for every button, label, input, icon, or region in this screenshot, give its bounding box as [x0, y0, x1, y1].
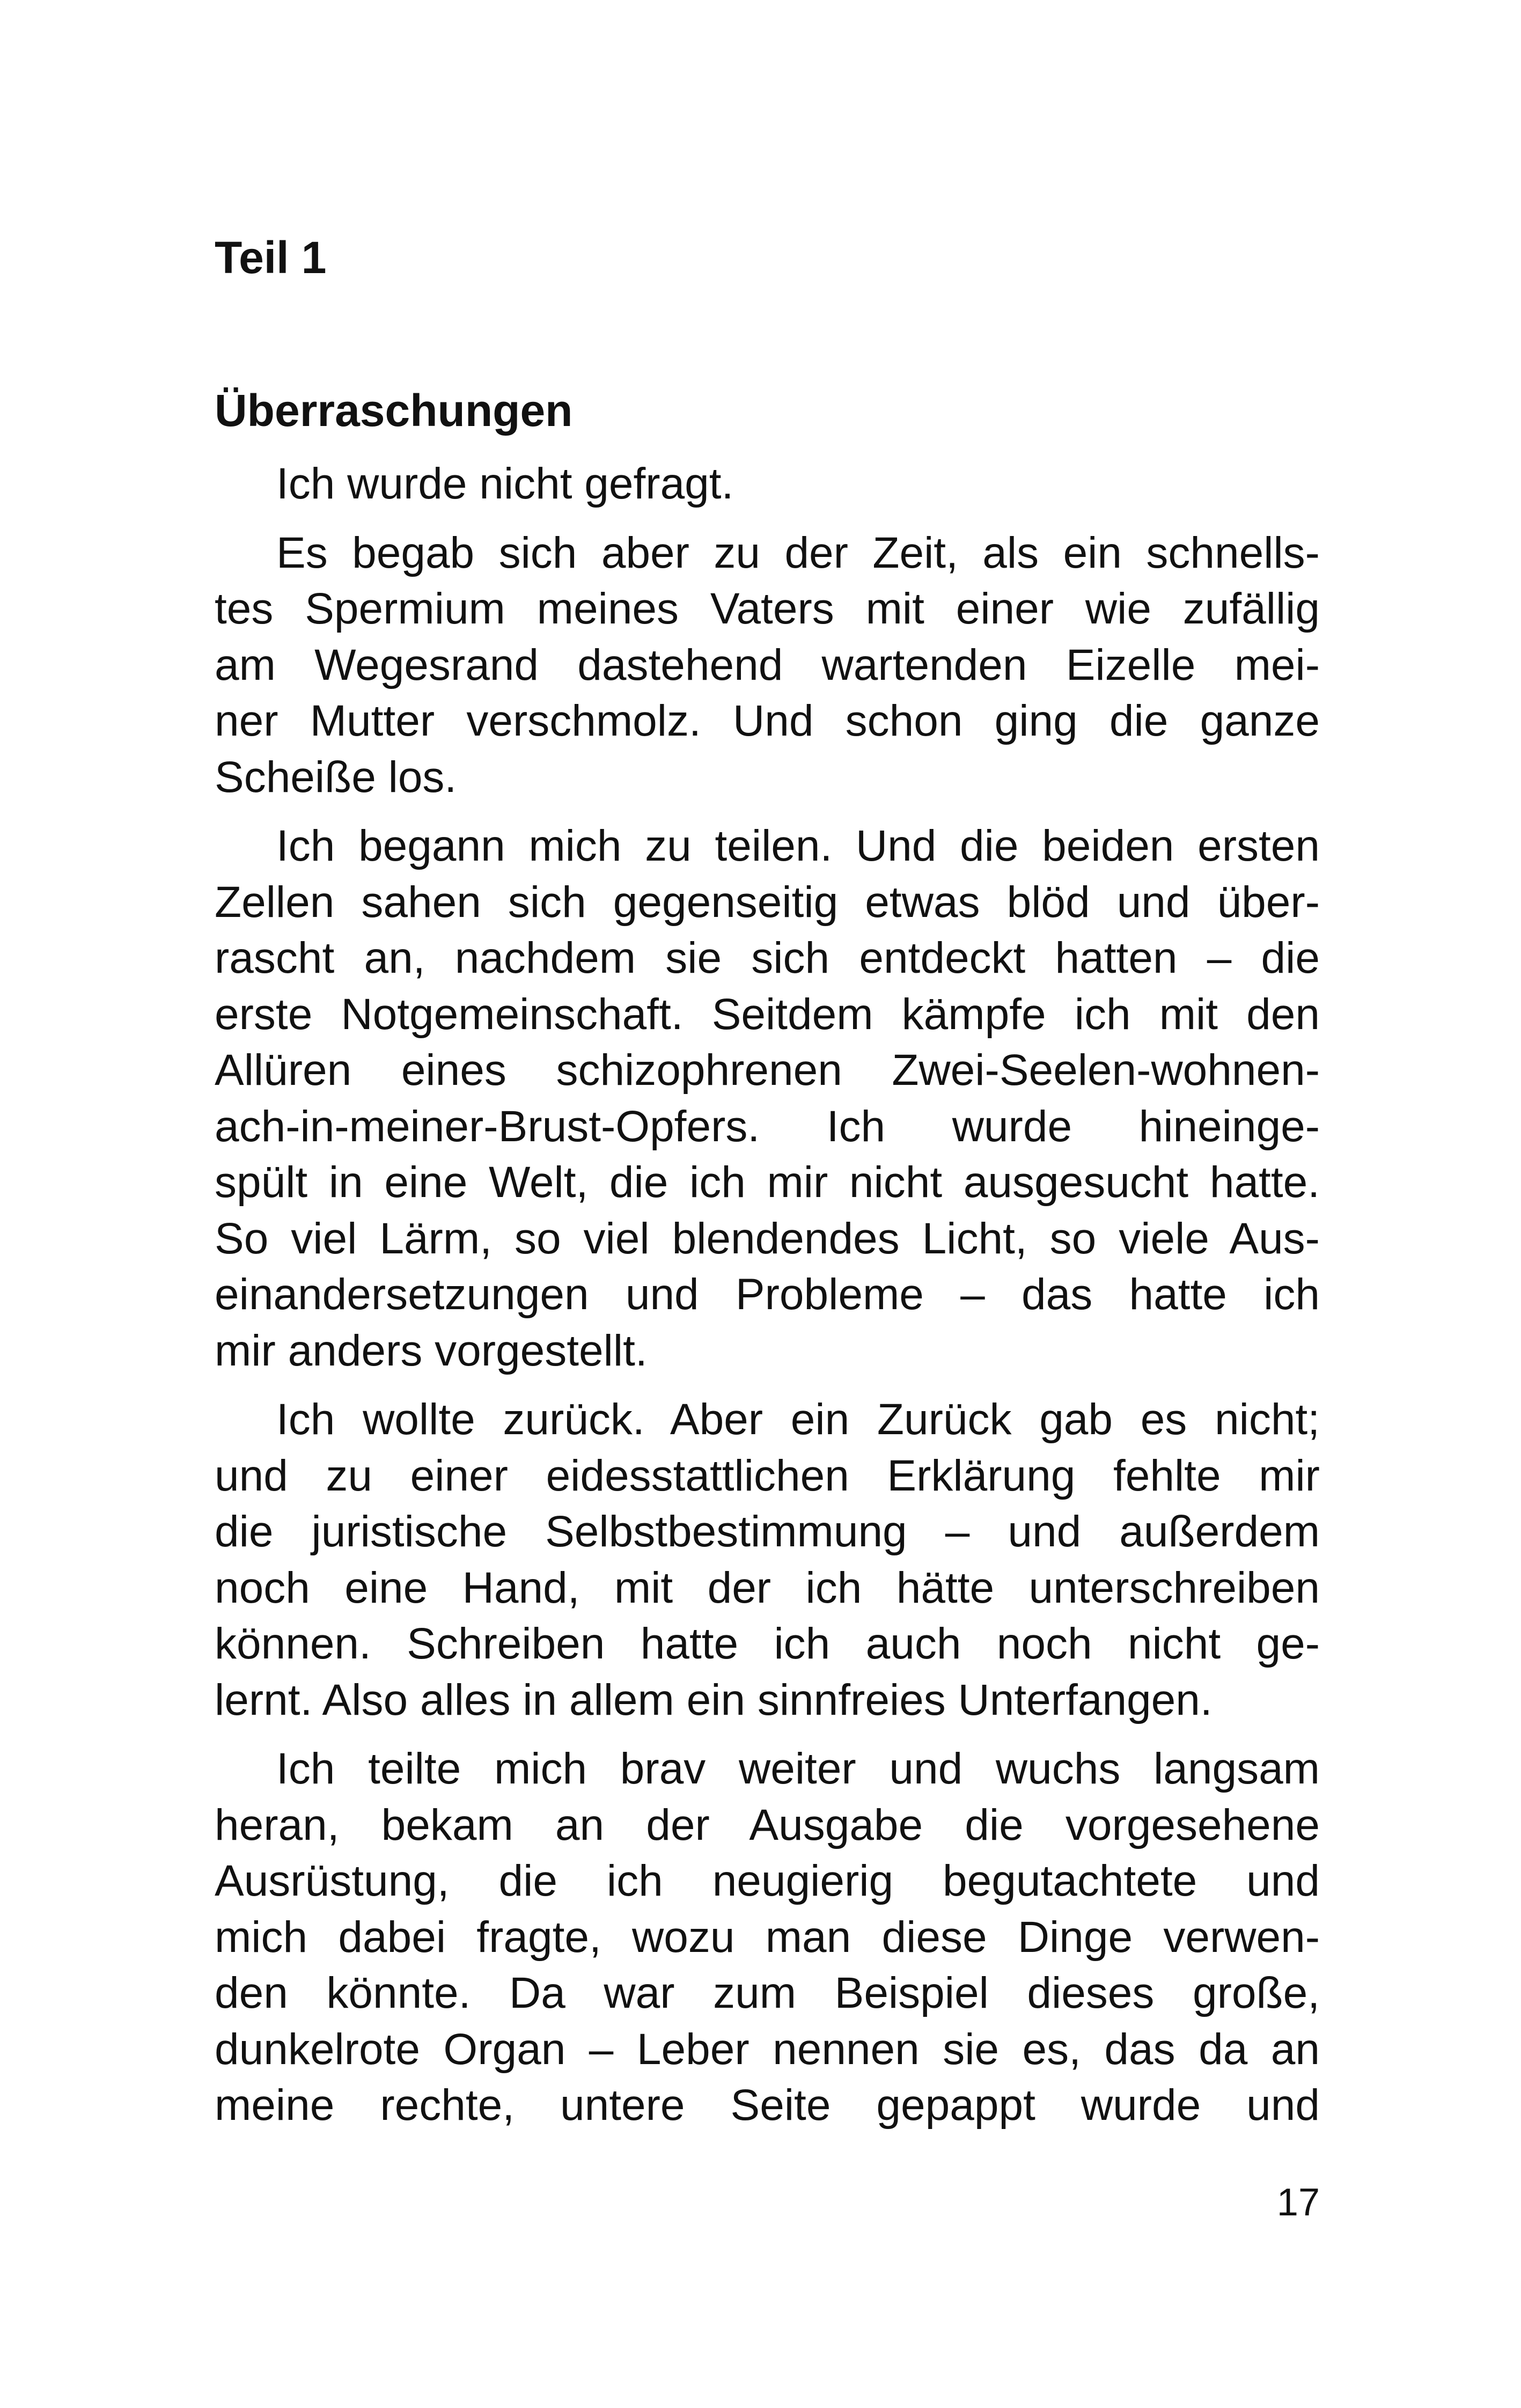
paragraph	[215, 456, 1320, 512]
text-line: So viel Lärm, so viel blendendes Licht, so viele Aus-	[215, 1214, 1320, 1263]
text-line: die juristische Selbstbestimmung – und außerdem	[215, 1507, 1320, 1556]
text-line: am Wegesrand dastehend wartenden Eizelle mei-	[215, 640, 1320, 689]
text-line: können. Schreiben hatte ich auch noch nicht ge-	[215, 1619, 1320, 1668]
part-title: Teil 1	[215, 232, 327, 283]
text-line: einandersetzungen und Probleme – das hatte ich	[215, 1270, 1320, 1319]
text-line: Ich teilte mich brav weiter und wuchs langsam	[276, 1744, 1320, 1793]
text-line: den könnte. Da war zum Beispiel dieses große,	[215, 1969, 1320, 2017]
text-line: Es begab sich aber zu der Zeit, als ein schnells-	[276, 528, 1320, 577]
chapter-title: Überraschungen	[215, 385, 573, 436]
text-line: tes Spermium meines Vaters mit einer wie zufällig	[215, 584, 1320, 633]
text-line: lernt. Also alles in allem ein sinnfreies Unterfangen.	[215, 1675, 1213, 1724]
text-line: noch eine Hand, mit der ich hätte unterschreiben	[215, 1563, 1320, 1612]
text-line: und zu einer eidesstattlichen Erklärung fehlte mir	[215, 1451, 1320, 1500]
text-line: meine rechte, untere Seite gepappt wurde und	[215, 2081, 1320, 2130]
text-line: Ich begann mich zu teilen. Und die beiden ersten	[276, 821, 1320, 870]
paragraph	[215, 818, 1320, 1379]
text-line: rascht an, nachdem sie sich entdeckt hatten – die	[215, 934, 1320, 982]
text-line: erste Notgemeinschaft. Seitdem kämpfe ich mit den	[215, 989, 1320, 1039]
paragraph	[215, 1741, 1320, 2134]
text-line: ach-in-meiner-Brust-Opfers. Ich wurde hineinge-	[215, 1102, 1320, 1151]
body-text	[215, 456, 1320, 2147]
text-line: spült in eine Welt, die ich mir nicht ausgesucht hatte.	[215, 1158, 1320, 1207]
text-line: Ich wurde nicht gefragt.	[276, 459, 734, 508]
text-line: Ausrüstung, die ich neugierig begutachtete und	[215, 1856, 1320, 1905]
text-line: Scheiße los.	[215, 752, 457, 802]
paragraph	[215, 1392, 1320, 1728]
page-number: 17	[1276, 2181, 1320, 2224]
text-line: mich dabei fragte, wozu man diese Dinge verwen-	[215, 1912, 1320, 1962]
text-line: dunkelrote Organ – Leber nennen sie es, das da an	[215, 2024, 1320, 2074]
paragraph	[215, 525, 1320, 806]
text-line: heran, bekam an der Ausgabe die vorgesehene	[215, 1800, 1320, 1849]
text-line: ner Mutter verschmolz. Und schon ging die ganze	[215, 696, 1320, 745]
text-line: Zellen sahen sich gegenseitig etwas blöd und über-	[215, 877, 1320, 927]
text-line: mir anders vorgestellt.	[215, 1326, 648, 1375]
text-line: Allüren eines schizophrenen Zwei-Seelen-wohnen-	[215, 1046, 1320, 1095]
text-line: Ich wollte zurück. Aber ein Zurück gab es nicht;	[276, 1395, 1320, 1444]
